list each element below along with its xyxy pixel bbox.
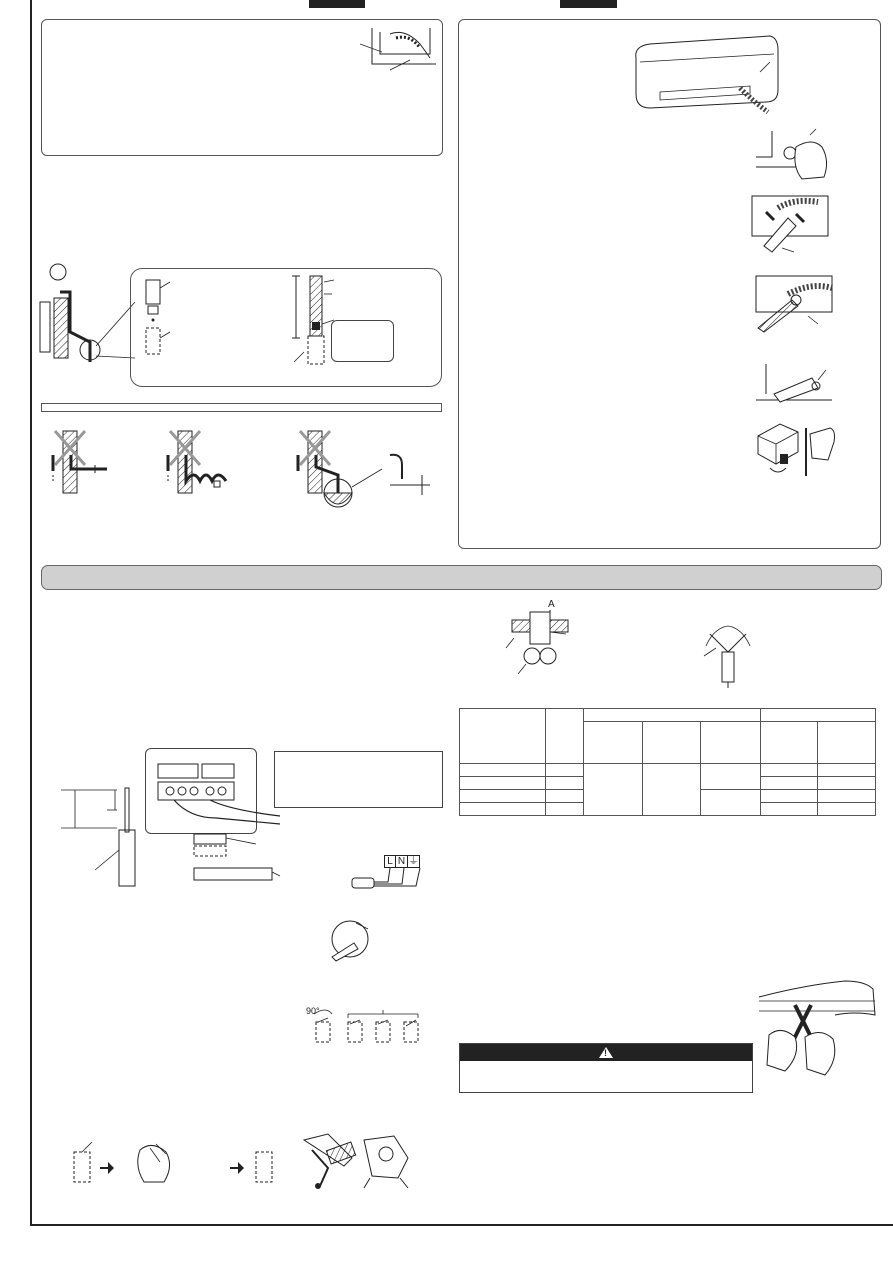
flaring-tools-figure — [298, 1128, 418, 1192]
terminal-n: N — [396, 855, 408, 868]
drain-note-callout — [331, 320, 394, 362]
angle-label: 90° — [306, 1006, 320, 1016]
table-row — [460, 709, 876, 722]
drain-joint-figure — [140, 272, 200, 362]
section-heading-bar — [41, 565, 882, 590]
flare-section-figure — [500, 608, 580, 678]
page-tab-right — [560, 0, 617, 8]
pipe-cut-figure — [308, 1002, 426, 1048]
wire-strip-figure — [55, 780, 145, 890]
improper-drain-heading-bar — [41, 403, 442, 412]
improper-drain-water-figure — [290, 425, 440, 520]
drain-wall-figure — [40, 262, 135, 372]
torque-wrench-figure — [755, 975, 880, 1085]
warning-box — [459, 1043, 753, 1093]
step-drain-test-figure — [750, 418, 840, 478]
step-pipe-tighten-figure — [752, 272, 837, 334]
section-a-marker: A — [548, 599, 555, 610]
step-pipe-connect-figure — [748, 192, 833, 254]
page-tab-left — [309, 0, 365, 8]
warning-header — [460, 1044, 752, 1061]
terminal-l: L — [384, 855, 396, 868]
improper-drain-wave-figure — [160, 425, 240, 500]
wiring-note-callout — [274, 751, 443, 808]
warning-mark: ! — [604, 1048, 607, 1058]
improper-drain-rise-figure — [45, 425, 125, 500]
flare-angle-figure — [694, 618, 764, 688]
terminal-board-figure — [150, 752, 280, 892]
indoor-unit-figure — [630, 32, 780, 117]
deburr-steps-figure — [70, 1132, 280, 1187]
flare-spec-table — [459, 708, 876, 816]
power-cord-figure — [350, 866, 440, 896]
step-pipe-wrap-figure — [752, 360, 837, 410]
earth-icon: ⏚ — [408, 856, 419, 867]
step-pipe-hold-figure — [752, 127, 832, 185]
table-row — [460, 764, 876, 777]
cable-clamp-figure — [328, 917, 373, 962]
drain-hose-figure — [360, 24, 440, 72]
